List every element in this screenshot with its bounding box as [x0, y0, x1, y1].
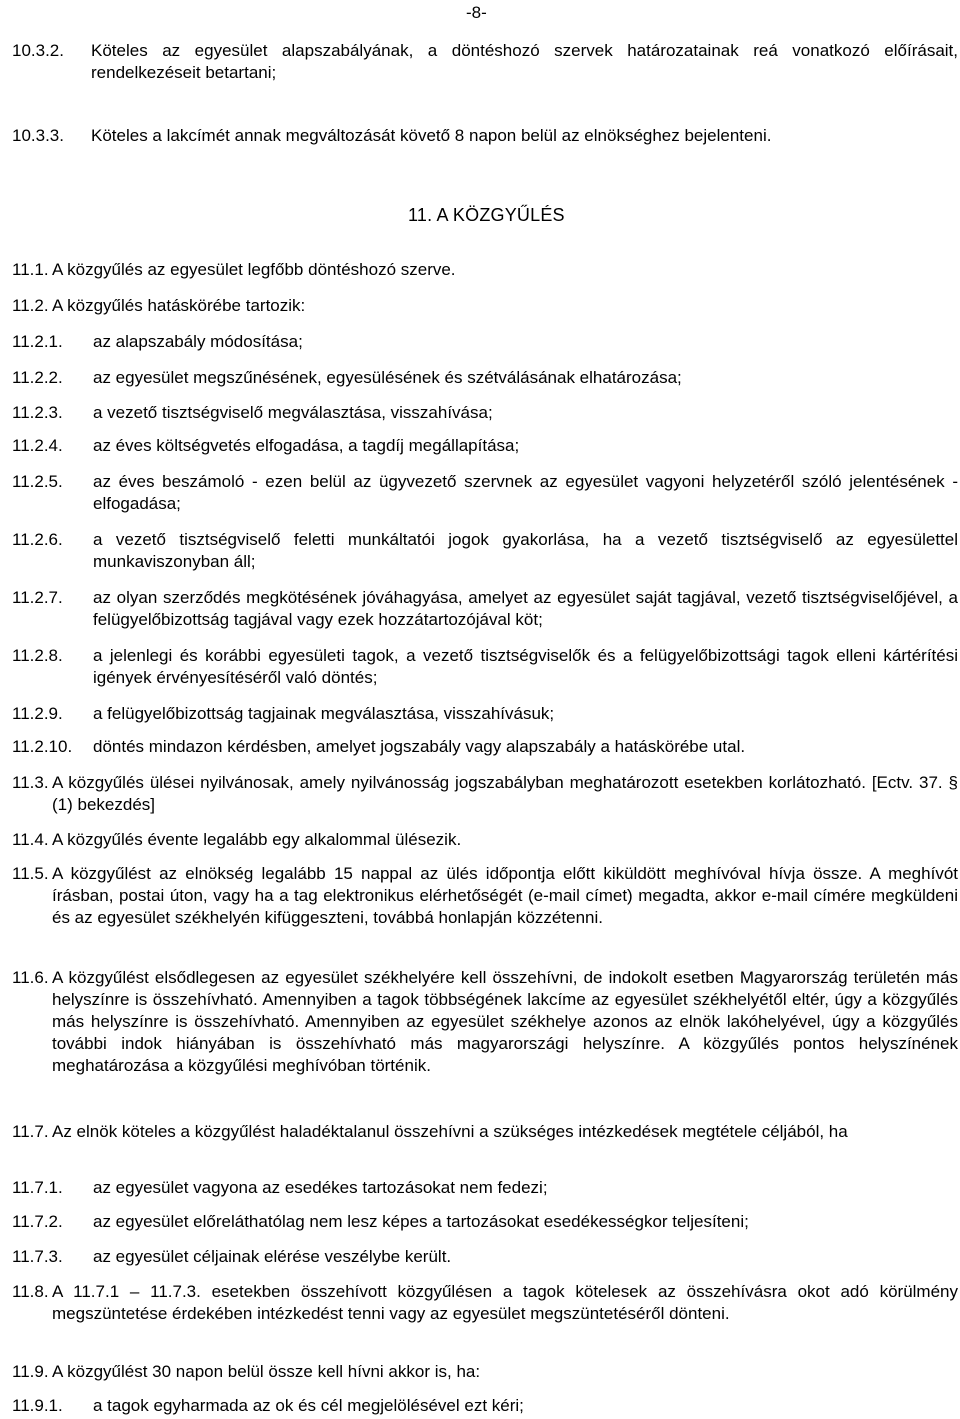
paragraph-text: Köteles az egyesület alapszabályának, a döntéshozó szervek határozatainak reá vonatkozó előírásait, rendelkezéseit betartani;	[91, 41, 958, 82]
paragraph-text: az egyesület megszűnésének, egyesülésének és szétválásának elhatározása;	[93, 368, 682, 387]
paragraph-11-2-4	[12, 435, 958, 457]
paragraph-text: A közgyűlés évente legalább egy alkalommal ülésezik.	[52, 830, 462, 849]
paragraph-number: 11.2.3.	[12, 403, 63, 422]
paragraph-text: az éves költségvetés elfogadása, a tagdíj megállapítása;	[93, 436, 520, 455]
paragraph-number: 10.3.2.	[12, 41, 64, 60]
paragraph-11-2-9	[12, 703, 958, 725]
paragraph-11-2	[12, 295, 958, 317]
paragraph-10-3-3	[12, 125, 958, 147]
paragraph-text: az alapszabály módosítása;	[93, 332, 303, 351]
paragraph-number: 11.7.3.	[12, 1247, 63, 1266]
paragraph-text: a felügyelőbizottság tagjainak megválasztása, visszahívásuk;	[93, 704, 555, 723]
paragraph-number: 11.6.	[12, 968, 49, 987]
paragraph-11-9-1	[12, 1395, 958, 1417]
paragraph-number: 11.7.2.	[12, 1212, 63, 1231]
paragraph-11-1	[12, 259, 958, 281]
paragraph-text: az egyesület vagyona az esedékes tartozásokat nem fedezi;	[93, 1178, 548, 1197]
paragraph-text: az egyesület céljainak elérése veszélybe került.	[93, 1247, 452, 1266]
paragraph-number: 11.2.	[12, 296, 49, 315]
paragraph-11-7	[12, 1121, 958, 1143]
paragraph-text: A közgyűlés az egyesület legfőbb döntéshozó szerve.	[52, 260, 456, 279]
paragraph-number: 11.2.8.	[12, 646, 63, 665]
paragraph-number: 10.3.3.	[12, 126, 64, 145]
paragraph-text: Az elnök köteles a közgyűlést haladéktalanul összehívni a szükséges intézkedések megtétele céljából, ha	[52, 1122, 848, 1141]
paragraph-number: 11.3.	[12, 773, 49, 792]
paragraph-number: 11.8.	[12, 1282, 49, 1301]
paragraph-text: A közgyűlés ülései nyilvánosak, amely nyilvánosság jogszabályban meghatározott esetekben korlátozható. [Ectv. 37. § (1) bekezdés]	[52, 773, 958, 814]
paragraph-number: 11.2.2.	[12, 368, 63, 387]
paragraph-number: 11.4.	[12, 830, 49, 849]
paragraph-11-7-1	[12, 1177, 958, 1199]
paragraph-text: A közgyűlést az elnökség legalább 15 nappal az ülés időpontja előtt kiküldött meghívóval hívja össze. A meghívót írásban, postai úton, vagy ha a tag elektronikus elérhetőségét (e-mail címet) megadta, akkor e-mail címére megküldeni és az egyesület székhelyén kifüggeszteni, továbbá honlapján közzétenni.	[52, 864, 958, 927]
paragraph-text: A közgyűlés hatáskörébe tartozik:	[52, 296, 306, 315]
paragraph-11-2-1	[12, 331, 958, 353]
paragraph-11-2-6	[12, 529, 958, 573]
paragraph-text: az éves beszámoló - ezen belül az ügyvezető szervnek az egyesület vagyoni helyzetéről szóló jelentésének - elfogadása;	[93, 472, 958, 513]
paragraph-11-2-5	[12, 471, 958, 515]
paragraph-11-9	[12, 1361, 958, 1383]
paragraph-11-2-2	[12, 367, 958, 389]
paragraph-text: az olyan szerződés megkötésének jóváhagyása, amelyet az egyesület saját tagjával, vezető tisztségviselőjével, a felügyelőbizottság tagjával vagy ezek hozzátartozójával köt;	[93, 588, 958, 629]
paragraph-number: 11.2.6.	[12, 530, 63, 549]
paragraph-text: A 11.7.1 – 11.7.3. esetekben összehívott közgyűlésen a tagok kötelesek az összehívásra okot adó körülmény megszüntetése érdekében intézkedést tenni vagy az egyesület megszüntetéséről dönteni.	[52, 1282, 958, 1323]
paragraph-11-5	[12, 863, 958, 929]
paragraph-number: 11.2.4.	[12, 436, 63, 455]
paragraph-number: 11.2.9.	[12, 704, 63, 723]
section-title: 11. A KÖZGYŰLÉS	[408, 205, 565, 225]
paragraph-number: 11.2.1.	[12, 332, 63, 351]
paragraph-text: a tagok egyharmada az ok és cél megjelölésével ezt kéri;	[93, 1396, 524, 1415]
paragraph-text: A közgyűlést 30 napon belül össze kell hívni akkor is, ha:	[52, 1362, 481, 1381]
paragraph-number: 11.2.5.	[12, 472, 63, 491]
paragraph-text: Köteles a lakcímét annak megváltozását követő 8 napon belül az elnökséghez bejelenteni.	[91, 126, 772, 145]
paragraph-11-3	[12, 772, 958, 816]
paragraph-number: 11.1.	[12, 260, 49, 279]
paragraph-text: A közgyűlést elsődlegesen az egyesület székhelyére kell összehívni, de indokolt esetben Magyarország területén más helyszínre is összehívható. Amennyiben a tagok többségének lakcíme az egyesület székhelyétől eltér, úgy a közgyűlés más helyszínre is összehívható. Amennyiben az egyesület székhelye azonos az elnök lakóhelyével, úgy a közgyűlés további indok hiányában is összehívható más magyarországi helyszínre. A közgyűlés pontos helyszínének meghatározása a közgyűlési meghívóban történik.	[52, 968, 958, 1075]
paragraph-text: a vezető tisztségviselő feletti munkáltatói jogok gyakorlása, ha a vezető tisztségviselő az egyesülettel munkaviszonyban áll;	[93, 530, 958, 571]
paragraph-11-2-8	[12, 645, 958, 689]
paragraph-11-7-3	[12, 1246, 958, 1268]
paragraph-number: 11.2.10.	[12, 737, 73, 756]
paragraph-number: 11.9.1.	[12, 1396, 63, 1415]
paragraph-11-2-7	[12, 587, 958, 631]
paragraph-number: 11.7.	[12, 1122, 49, 1141]
paragraph-11-2-3	[12, 402, 958, 424]
paragraph-11-8	[12, 1281, 958, 1325]
paragraph-text: a jelenlegi és korábbi egyesületi tagok, a vezető tisztségviselők és a felügyelőbizottsági tagok elleni kártérítési igények érvényesítéséről való döntés;	[93, 646, 958, 687]
paragraph-text: a vezető tisztségviselő megválasztása, visszahívása;	[93, 403, 493, 422]
paragraph-number: 11.5.	[12, 864, 49, 883]
paragraph-11-6	[12, 967, 958, 1077]
paragraph-text: döntés mindazon kérdésben, amelyet jogszabály vagy alapszabály a hatáskörébe utal.	[93, 737, 746, 756]
page-number: -8-	[466, 3, 487, 22]
paragraph-number: 11.7.1.	[12, 1178, 63, 1197]
paragraph-number: 11.2.7.	[12, 588, 63, 607]
paragraph-text: az egyesület előreláthatólag nem lesz képes a tartozásokat esedékességkor teljesíteni;	[93, 1212, 749, 1231]
paragraph-number: 11.9.	[12, 1362, 49, 1381]
paragraph-10-3-2	[12, 40, 958, 84]
paragraph-11-2-10	[12, 736, 958, 758]
paragraph-11-7-2	[12, 1211, 958, 1233]
paragraph-11-4	[12, 829, 958, 851]
